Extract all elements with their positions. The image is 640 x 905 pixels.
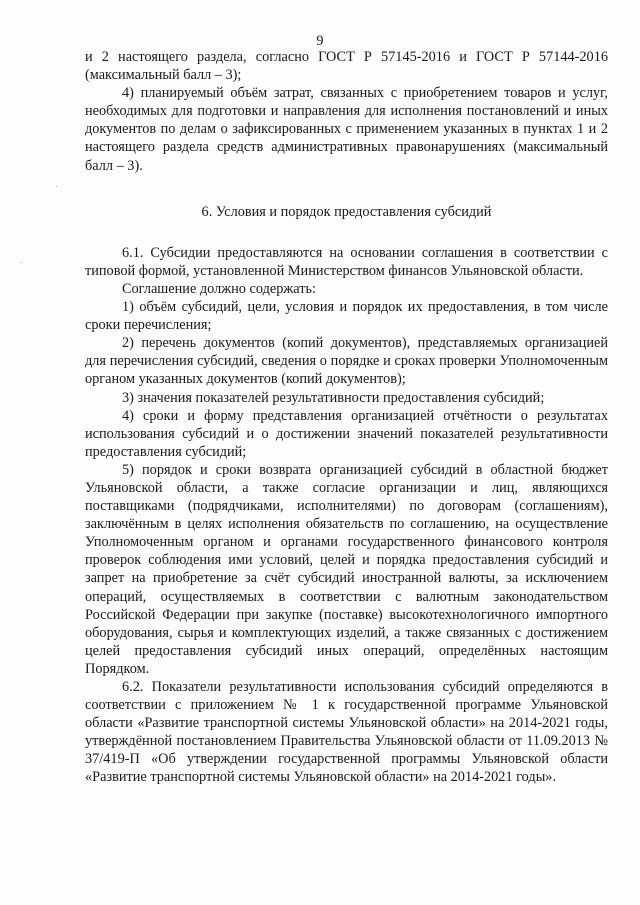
- agreement-item-1: 1) объём субсидий, цели, условия и порядок их предоставления, в том числе сроки перечисления;: [85, 299, 608, 334]
- scan-speck: [56, 186, 57, 187]
- page-number: 9: [316, 33, 324, 49]
- paragraph-6-1: 6.1. Субсидии предоставляются на основании соглашения в соответствии с типовой формой, установленной Министерством финансов Ульяновской области.: [85, 244, 608, 279]
- agreement-item-3: 3) значения показателей результативности предоставления субсидий;: [122, 389, 545, 406]
- paragraph-item-4: 4) планируемый объём затрат, связанных с приобретением товаров и услуг, необходимых для подготовки и направления для исполнения постановлений и иных документов по делам о зафиксированных с применением указанных в пунктах 1 и 2 настоящего раздела средств административных правонарушениях (максимальный балл – 3).: [85, 85, 608, 174]
- paragraph-6-2: 6.2. Показатели результативности использования субсидий определяются в соответствии с приложением № 1 к государственной программе Ульяновской области «Развитие транспортной системы Ульяновской области» на 2014-2021 годы, утверждённой постановлением Правительства Ульяновской области от 11.09.2013 № 37/419-П «Об утверждении государственной программы Ульяновской области «Развитие транспортной системы Ульяновской области» на 2014-2021 годы».: [85, 679, 608, 786]
- agreement-item-4: 4) сроки и форму представления организацией отчётности о результатах использования субсидий и о достижении значений показателей результативности предоставления субсидий;: [85, 407, 608, 460]
- paragraph-item-3-continuation: и 2 настоящего раздела, согласно ГОСТ Р 57145-2016 и ГОСТ Р 57144-2016 (максимальный балл – 3);: [85, 49, 608, 84]
- agreement-item-2: 2) перечень документов (копий документов), представляемых организацией для перечисления субсидий, сведения о порядке и сроках проверки Уполномоченным органом указанных документов (копий документов);: [85, 335, 608, 388]
- paragraph-agreement-intro: Соглашение должно содержать:: [122, 280, 316, 297]
- agreement-item-5: 5) порядок и сроки возврата организацией субсидий в областной бюджет Ульяновской области, а также согласие организации и лиц, являющихся поставщиками (подрядчиками, исполнителями) по договорам (соглашениям), заключённым в целях исполнения обязательств по соглашению, на осуществление Уполномоченным органом и органами государственного финансового контроля проверок соблюдения ими условий, целей и порядка предоставления субсидий и запрет на приобретение за счёт субсидий иностранной валюты, за исключением операций, осуществляемых в соответствии с валютным законодательством Российской Федерации при закупке (поставке) высокотехнологичного импортного оборудования, сырья и комплектующих изделий, а также связанных с достижением целей предоставления субсидий иных операций, определённых настоящим Порядком.: [85, 461, 608, 677]
- document-body: [85, 48, 608, 787]
- section-6-heading: 6. Условия и порядок предоставления субсидий: [201, 203, 492, 220]
- scan-speck: [21, 262, 22, 263]
